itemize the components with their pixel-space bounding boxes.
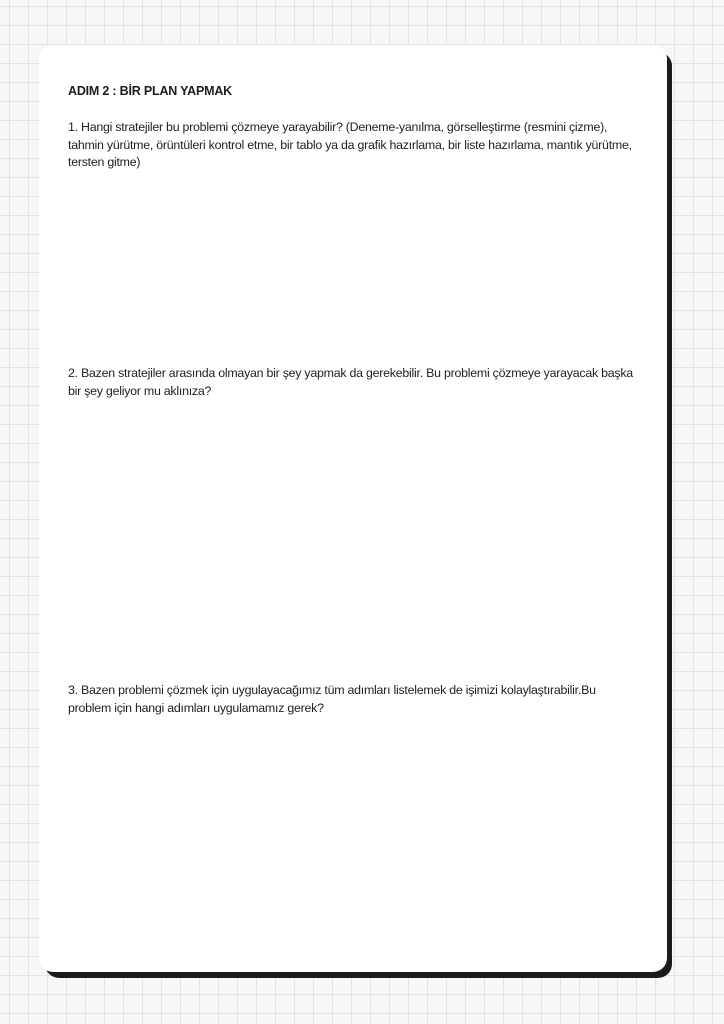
question-3: 3. Bazen problemi çözmek için uygulayacağımız tüm adımları listelemek de işimizi kolaylaştırabilir.Bu problem için hangi adımları uygulamamız gerek? [68, 683, 596, 715]
question-2: 2. Bazen stratejiler arasında olmayan bir şey yapmak da gerekebilir. Bu problemi çözmeye yarayacak başka bir şey geliyor mu aklınıza? [68, 366, 633, 398]
worksheet-card [39, 45, 667, 972]
answer-area-3[interactable] [68, 722, 640, 952]
answer-area-1[interactable] [68, 175, 640, 355]
question-1: 1. Hangi stratejiler bu problemi çözmeye yarayabilir? (Deneme-yanılma, görselleştirme (resmini çizme), tahmin yürütme, örüntüleri kontrol etme, bir tablo ya da grafik hazırlama, bir liste hazırlama, mantık yürütme, tersten gitme) [68, 120, 632, 169]
answer-area-2[interactable] [68, 405, 640, 670]
step-title: ADIM 2 : BİR PLAN YAPMAK [68, 84, 232, 98]
